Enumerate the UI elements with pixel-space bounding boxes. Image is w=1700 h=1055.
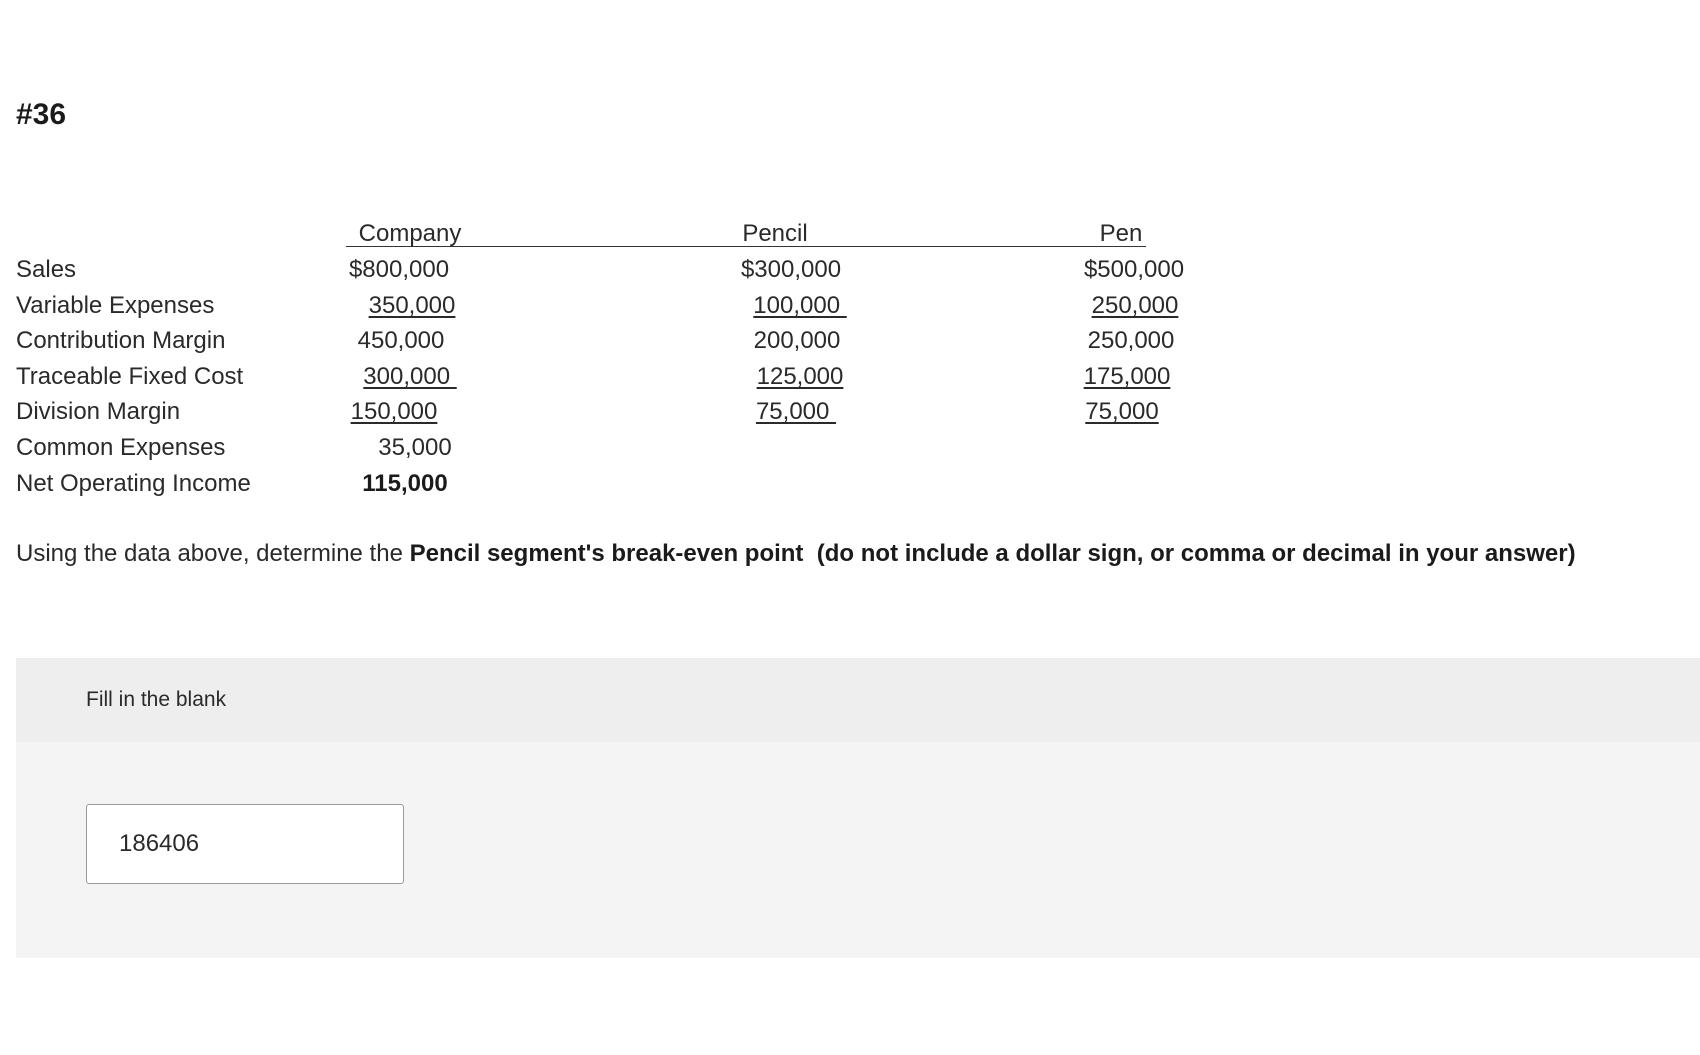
- col-header-company: Company: [358, 220, 462, 247]
- row-label-traceable-fixed-cost: Traceable Fixed Cost: [16, 363, 244, 390]
- cell-sales-company: $800,000: [348, 256, 450, 283]
- prompt-lead: Using the data above, determine the: [16, 540, 410, 567]
- cell-contribution-pen: 250,000: [1087, 327, 1175, 354]
- prompt-gap: [803, 540, 816, 567]
- cell-sales-pencil: $300,000: [740, 256, 842, 283]
- cell-traceable-company: 300,000: [363, 363, 457, 390]
- cell-net-operating-income-company: 115,000: [362, 470, 448, 497]
- col-header-pen: Pen: [1099, 220, 1143, 247]
- row-label-contribution-margin: Contribution Margin: [16, 327, 226, 354]
- row-label-sales: Sales: [16, 256, 77, 283]
- cell-variable-pen: 250,000: [1091, 292, 1179, 319]
- row-label-variable-expenses: Variable Expenses: [16, 292, 215, 319]
- cell-traceable-pencil: 125,000: [756, 363, 844, 390]
- cell-sales-pen: $500,000: [1083, 256, 1185, 283]
- segment-income-table: [0, 0, 1700, 520]
- prompt-emphasis-break-even: Pencil segment's break-even point: [409, 540, 804, 567]
- answer-panel-header: [16, 658, 1700, 742]
- row-label-division-margin: Division Margin: [16, 398, 181, 425]
- answer-input[interactable]: [86, 804, 404, 884]
- cell-common-company: 35,000: [378, 434, 452, 461]
- answer-panel: [16, 658, 1700, 958]
- question-prompt: [16, 540, 1576, 568]
- row-label-common-expenses: Common Expenses: [16, 434, 226, 461]
- answer-panel-title: Fill in the blank: [86, 688, 227, 711]
- prompt-instruction: (do not include a dollar sign, or comma or decimal in your answer): [816, 540, 1576, 567]
- cell-variable-pencil: 100,000: [753, 292, 847, 319]
- cell-division-company: 150,000: [350, 398, 438, 425]
- cell-contribution-company: 450,000: [357, 327, 445, 354]
- cell-contribution-pencil: 200,000: [753, 327, 841, 354]
- cell-division-pen: 75,000: [1085, 398, 1159, 425]
- cell-traceable-pen: 175,000: [1083, 363, 1171, 390]
- cell-variable-company: 350,000: [368, 292, 456, 319]
- col-header-pencil: Pencil: [742, 220, 808, 247]
- cell-division-pencil: 75,000: [755, 398, 837, 425]
- row-label-net-operating-income: Net Operating Income: [16, 470, 251, 497]
- question-number: #36: [16, 98, 67, 131]
